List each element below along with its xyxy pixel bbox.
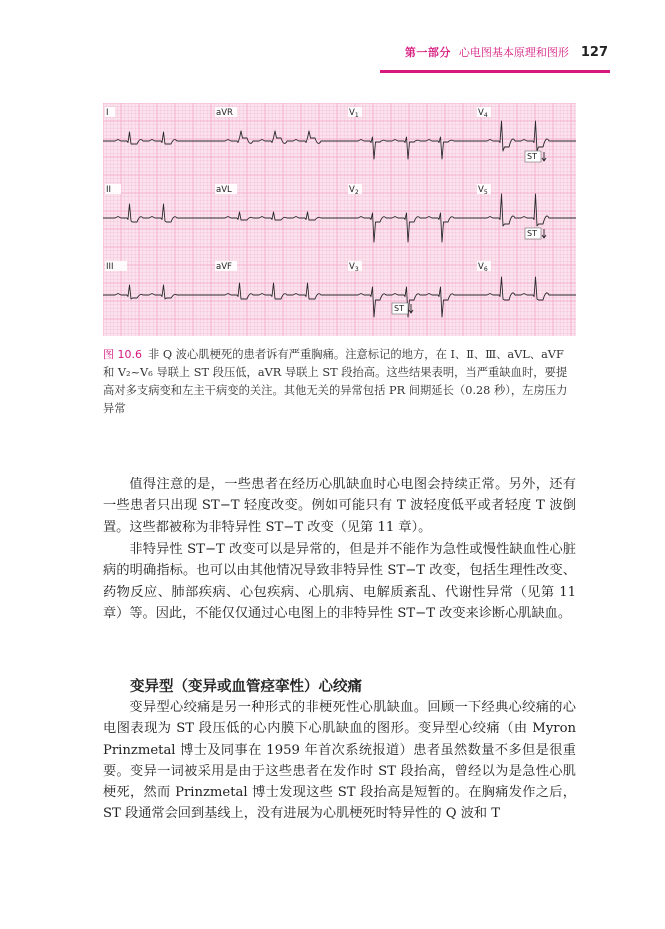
- lead-label-ii: II: [106, 185, 112, 195]
- lead-label-iii: III: [106, 262, 114, 272]
- paragraph-text: 值得注意的是，一些患者在经历心肌缺血时心电图会持续正常。另外，还有一些患者只出现 ST−T 轻度改变。例如可能只有 T 波轻度低平或者轻度 T 波倒置。这些都被称为非特异性 ST−T 改变（见第 11 章）。: [103, 477, 576, 535]
- figure-caption: [103, 346, 576, 418]
- paragraph-1: [103, 474, 576, 538]
- ecg-strip: [103, 103, 576, 336]
- lead-label-v3: $V_3$: [349, 262, 359, 273]
- paragraph-text: 非特异性 ST−T 改变可以是异常的，但是并不能作为急性或慢性缺血性心脏病的明确指标。也可以由其他情况导致非特异性 ST−T 改变，包括生理性改变、药物反应、肺部疾病、心包疾病、心肌病、电解质紊乱、代谢性异常（见第 11 章）等。因此，不能仅仅通过心电图上的非特异性 ST−T 改变来诊断心肌缺血。: [103, 542, 576, 621]
- paragraph-2: [103, 539, 576, 624]
- lead-label-v1: $V_1$: [349, 108, 359, 119]
- figure-label: 图 10.6: [103, 348, 142, 361]
- lead-label-v5: $V_5$: [478, 185, 488, 196]
- header-title: 心电图基本原理和图形: [458, 46, 569, 59]
- paragraph-text: 变异型心绞痛是另一种形式的非梗死性心肌缺血。回顾一下经典心绞痛的心电图表现为 ST 段压低的心内膜下心肌缺血的图形。变异型心绞痛（由 Myron Prinzmetal 博士及同事在 1959 年首次系统报道）患者虽然数量不多但是很重要。变异一词被采用是由于这些患者在发作时 ST 段抬高，曾经以为是急性心肌梗死，然而 Prinzmetal 博士发现这些 ST 段抬高是短暂的。在胸痛发作之后，ST 段通常会回到基线上，没有进展为心肌梗死时特异性的 Q 波和 T: [103, 700, 576, 822]
- lead-label-v6: $V_6$: [478, 262, 488, 273]
- header-rule: [380, 70, 610, 73]
- st-annotation-label: ST: [527, 152, 537, 161]
- paragraph-3: [103, 697, 576, 825]
- st-annotation-label: ST: [527, 229, 537, 238]
- page-number: 127: [580, 44, 608, 60]
- lead-label-v4: $V_4$: [478, 108, 488, 119]
- st-annotation-label: ST: [394, 304, 404, 313]
- lead-label-avl: aVL: [216, 185, 232, 195]
- lead-label-avr: aVR: [216, 108, 233, 118]
- lead-label-i: I: [106, 108, 109, 118]
- section-heading: 变异型（变异或血管痉挛性）心绞痛: [130, 679, 362, 695]
- header-part: 第一部分: [404, 46, 451, 59]
- caption-text: 非 Q 波心肌梗死的患者诉有严重胸痛。注意标记的地方，在 Ⅰ、Ⅱ、Ⅲ、aVL、aVF 和 V₂~V₆ 导联上 ST 段压低，aVR 导联上 ST 段抬高。这些结果表明，当严重缺血时，要提高对多支病变和左主干病变的关注。其他无关的异常包括 PR 间期延长（0.28 秒），左房压力异常: [103, 348, 568, 415]
- ecg-figure: [103, 103, 576, 336]
- running-header: [378, 40, 608, 64]
- lead-label-v2: $V_2$: [349, 185, 359, 196]
- lead-label-avf: aVF: [216, 262, 232, 272]
